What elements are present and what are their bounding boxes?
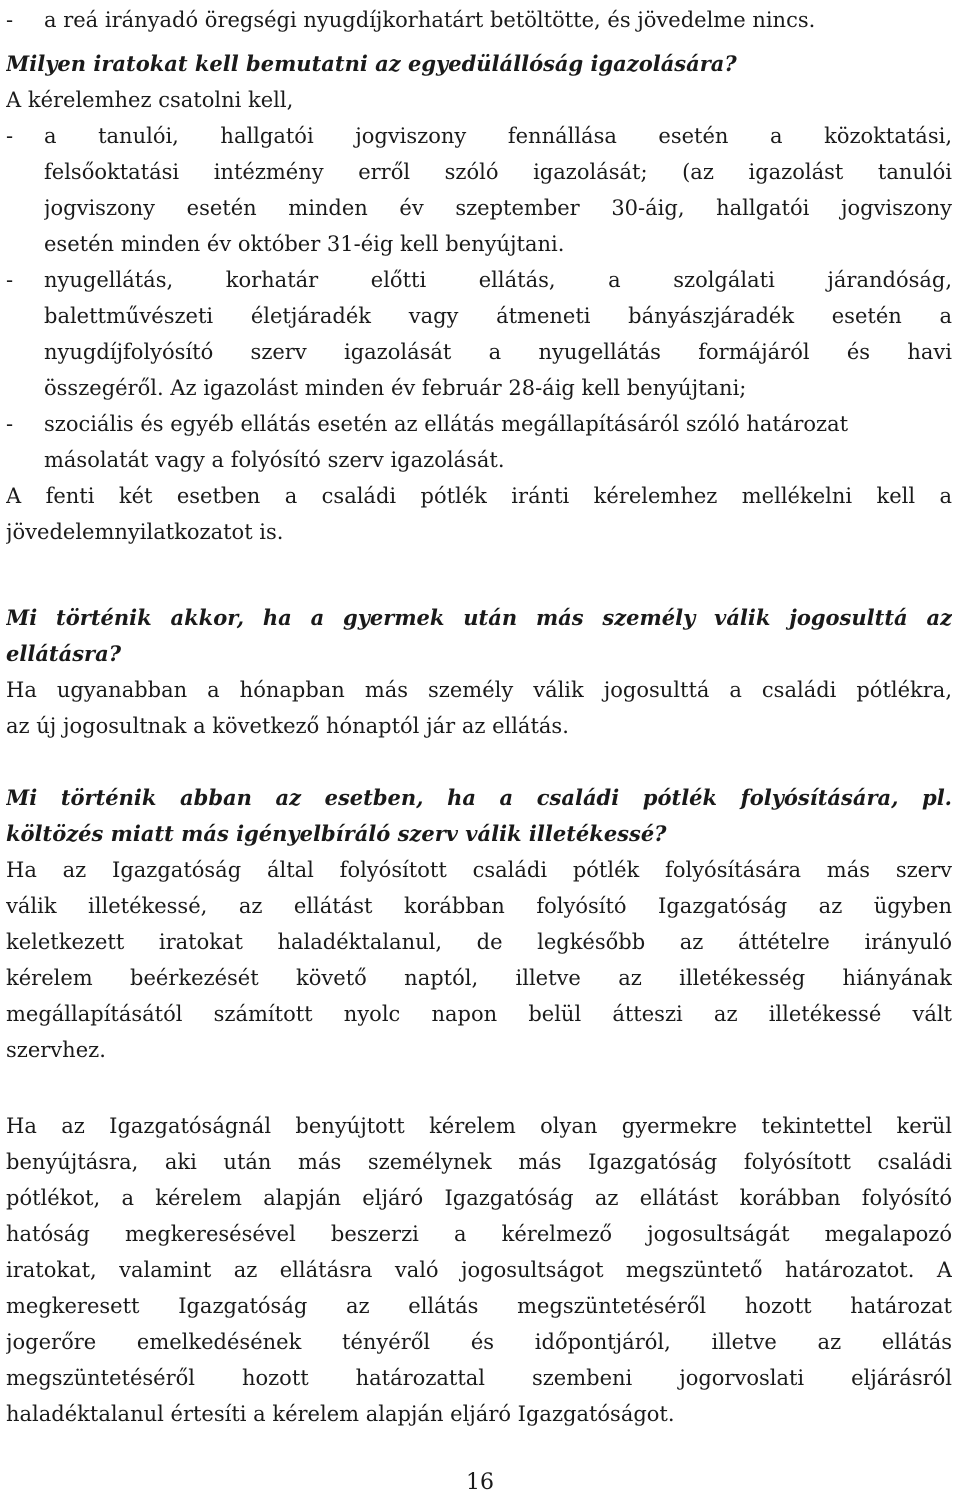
list-item-line: a tanulói, hallgatói jogviszony fennállása esetén a közoktatási, bbox=[44, 124, 952, 148]
list-item-line: szociális és egyéb ellátás esetén az ellátás megállapításáról szóló határozat bbox=[44, 412, 849, 436]
list-dash: - bbox=[6, 268, 14, 292]
paragraph-line: Ha az Igazgatóság által folyósított családi pótlék folyósítására más szerv bbox=[6, 858, 952, 882]
list-item-line: összegéről. Az igazolást minden év február 28-áig kell benyújtani; bbox=[44, 376, 747, 400]
paragraph-line: az új jogosultnak a következő hónaptól jár az ellátás. bbox=[6, 714, 569, 738]
list-item-line: nyugellátás, korhatár előtti ellátás, a szolgálati járandóság, bbox=[44, 268, 952, 292]
paragraph-line: keletkezett iratokat haladéktalanul, de legkésőbb az áttételre irányuló bbox=[6, 930, 952, 954]
paragraph-line: hatóság megkeresésével beszerzi a kérelmező jogosultságát megalapozó bbox=[6, 1222, 952, 1246]
list-dash: - bbox=[6, 8, 14, 32]
paragraph-line: iratokat, valamint az ellátásra való jogosultságot megszüntető határozatot. A bbox=[6, 1258, 952, 1282]
paragraph-line: kérelem beérkezését követő naptól, illetve az illetékesség hiányának bbox=[6, 966, 952, 990]
paragraph-line: megkeresett Igazgatóság az ellátás megszüntetéséről hozott határozat bbox=[6, 1294, 952, 1318]
paragraph-line: Ha az Igazgatóságnál benyújtott kérelem olyan gyermekre tekintettel kerül bbox=[6, 1114, 952, 1138]
list-item-line: nyugdíjfolyósító szerv igazolását a nyugellátás formájáról és havi bbox=[44, 340, 952, 364]
list-item-line: jogviszony esetén minden év szeptember 30-áig, hallgatói jogviszony bbox=[44, 196, 952, 220]
list-item-line: balettművészeti életjáradék vagy átmeneti bányászjáradék esetén a bbox=[44, 304, 952, 328]
paragraph-line: Ha ugyanabban a hónapban más személy válik jogosulttá a családi pótlékra, bbox=[6, 678, 952, 702]
page-number: 16 bbox=[466, 1470, 494, 1495]
list-item-line: felsőoktatási intézmény erről szóló igazolását; (az igazolást tanulói bbox=[44, 160, 952, 184]
section-heading: Mi történik akkor, ha a gyermek után más személy válik jogosulttá az bbox=[6, 605, 952, 630]
paragraph-line: A kérelemhez csatolni kell, bbox=[6, 88, 294, 112]
list-item-continuation: a reá irányadó öregségi nyugdíjkorhatárt betöltötte, és jövedelme nincs. bbox=[44, 8, 816, 32]
list-item-line: esetén minden év október 31-éig kell benyújtani. bbox=[44, 232, 565, 256]
list-dash: - bbox=[6, 412, 14, 436]
paragraph-line: válik illetékessé, az ellátást korábban folyósító Igazgatóság az ügyben bbox=[6, 894, 952, 918]
paragraph-line: benyújtásra, aki után más személynek más Igazgatóság folyósított családi bbox=[6, 1150, 952, 1174]
paragraph-line: A fenti két esetben a családi pótlék iránti kérelemhez mellékelni kell a bbox=[6, 484, 952, 508]
list-item-line: másolatát vagy a folyósító szerv igazolását. bbox=[44, 448, 505, 472]
section-heading: ellátásra? bbox=[6, 641, 122, 666]
section-heading: Milyen iratokat kell bemutatni az egyedülállóság igazolására? bbox=[6, 51, 737, 76]
section-heading: Mi történik abban az esetben, ha a családi pótlék folyósítására, pl. bbox=[6, 785, 952, 810]
paragraph-line: jövedelemnyilatkozatot is. bbox=[6, 520, 284, 544]
paragraph-line: megszüntetéséről hozott határozattal szembeni jogorvoslati eljárásról bbox=[6, 1366, 952, 1390]
paragraph-line: jogerőre emelkedésének tényéről és időpontjáról, illetve az ellátás bbox=[6, 1330, 952, 1354]
paragraph-line: megállapításától számított nyolc napon belül átteszi az illetékessé vált bbox=[6, 1002, 952, 1026]
paragraph-line: haladéktalanul értesíti a kérelem alapján eljáró Igazgatóságot. bbox=[6, 1402, 675, 1426]
paragraph-line: szervhez. bbox=[6, 1038, 106, 1062]
section-heading: költözés miatt más igényelbíráló szerv válik illetékessé? bbox=[6, 821, 667, 846]
paragraph-line: pótlékot, a kérelem alapján eljáró Igazgatóság az ellátást korábban folyósító bbox=[6, 1186, 952, 1210]
list-dash: - bbox=[6, 124, 14, 148]
